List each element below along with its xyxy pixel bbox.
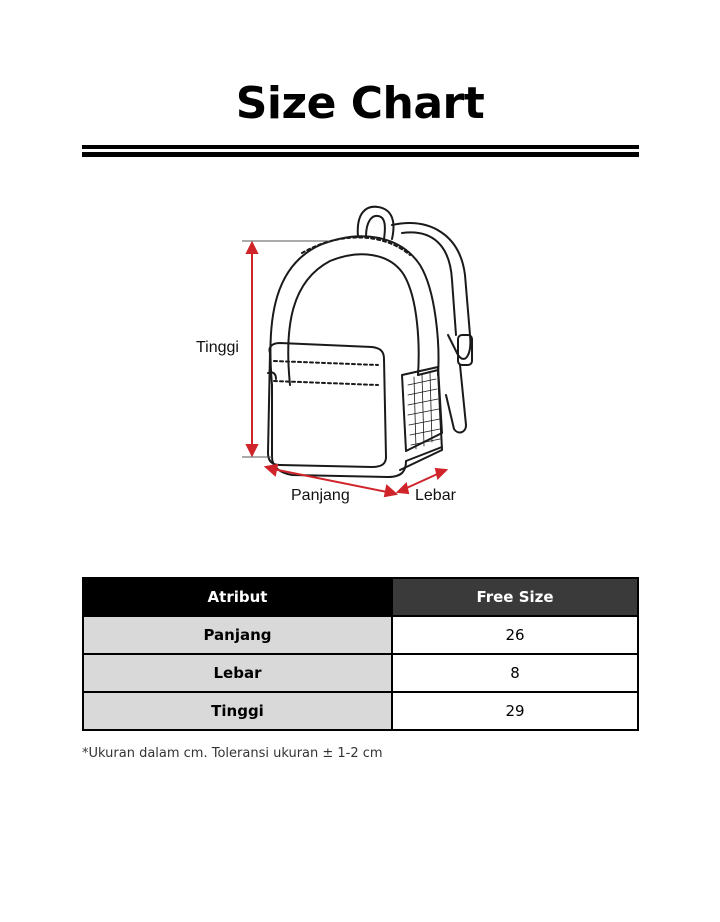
row-attribute: Tinggi (83, 692, 392, 730)
row-value: 29 (392, 692, 638, 730)
table-row (83, 616, 638, 654)
label-height: Tinggi (196, 339, 239, 356)
tolerance-note: *Ukuran dalam cm. Toleransi ukuran ± 1-2 cm (82, 746, 383, 761)
header-attribute: Atribut (83, 578, 392, 616)
size-table (82, 577, 639, 731)
row-value: 8 (392, 654, 638, 692)
page-title: Size Chart (235, 78, 485, 129)
header-free-size: Free Size (392, 578, 638, 616)
row-value: 26 (392, 616, 638, 654)
row-attribute: Panjang (83, 616, 392, 654)
title-rule-bottom (82, 152, 639, 157)
table-row (83, 692, 638, 730)
table-header-row (83, 578, 638, 616)
row-attribute: Lebar (83, 654, 392, 692)
table-row (83, 654, 638, 692)
title-rule-top (82, 145, 639, 149)
label-length: Panjang (291, 487, 350, 504)
label-width: Lebar (415, 487, 456, 504)
